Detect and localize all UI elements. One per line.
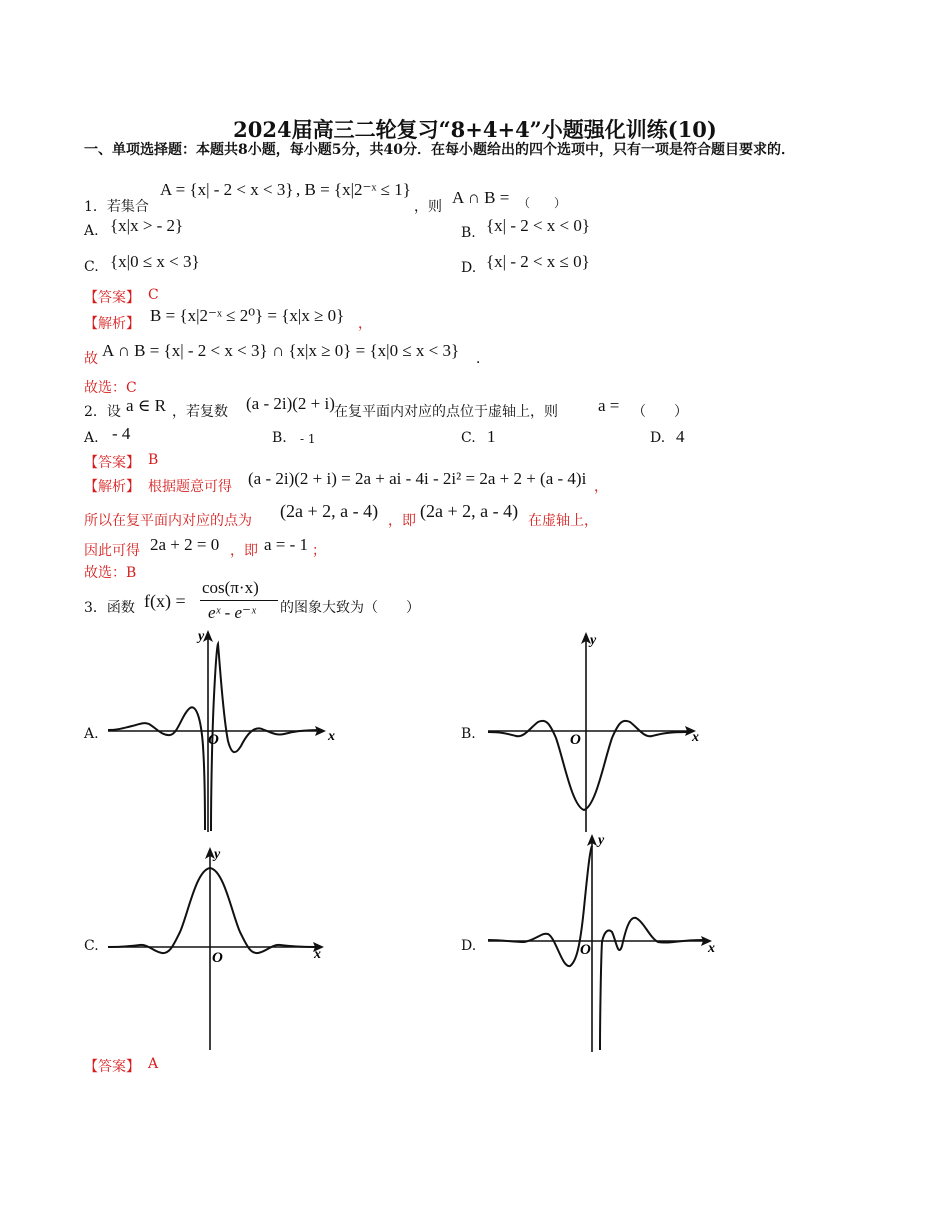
y-axis-label: y xyxy=(214,847,221,862)
q2-analysis-1-math: (a - 2i)(2 + i) = 2a + ai - 4i - 2i² = 2a + 2 + (a - 4)i xyxy=(248,469,587,488)
q2-analysis-2a: 所以在复平面内对应的点为 xyxy=(84,513,252,529)
q2-analysis-tag: 【解析】 xyxy=(84,479,140,495)
q2-choose: 故选：B xyxy=(84,565,137,581)
curve-left xyxy=(108,707,205,830)
q2-answer-tag: 【答案】 xyxy=(84,455,140,471)
q1-analysis-2-prefix: 故 xyxy=(84,351,98,367)
q1-analysis-2-end: ． xyxy=(476,351,490,367)
q1-analysis-tag: 【解析】 xyxy=(84,316,140,332)
graph-d-label: D. xyxy=(461,938,477,954)
page-title: 2024届高三二轮复习“8+4+4”小题强化训练(10) xyxy=(233,117,717,142)
curve xyxy=(488,721,688,810)
q3-answer: A xyxy=(148,1056,159,1072)
q1-answer-tag: 【答案】 xyxy=(84,290,140,306)
curve-right xyxy=(600,918,704,1050)
q1-prefix: 1．若集合 xyxy=(84,199,149,215)
q3-suffix: 的图象大致为（ ） xyxy=(280,600,420,616)
graph-b xyxy=(484,626,714,836)
q2-opt-c: 1 xyxy=(487,427,496,446)
q2-analysis-2-math-1: (2a + 2, a - 4) xyxy=(280,501,379,521)
y-axis-label: y xyxy=(198,629,205,644)
fraction-bar xyxy=(200,600,278,601)
q2-prefix: 2．设 xyxy=(84,404,121,420)
q2-analysis-2-math-2: (2a + 2, a - 4) xyxy=(420,501,519,521)
graph-c xyxy=(104,842,334,1052)
q1-opt-b-label: B. xyxy=(461,225,476,241)
q2-analysis-3-math-2: a = - 1 xyxy=(264,535,309,554)
graph-a xyxy=(104,626,334,836)
q2-cond: a ∈ R xyxy=(126,396,166,415)
x-axis-label: x xyxy=(708,941,715,956)
q1-analysis-2: A ∩ B = {x| - 2 < x < 3} ∩ {x|x ≥ 0} = {x|0 ≤ x < 3} xyxy=(102,341,460,360)
q2-answer: B xyxy=(148,452,159,468)
q2-ask: a = xyxy=(598,396,620,415)
q2-analysis-3a: 因此可得 xyxy=(84,543,140,559)
x-axis-label: x xyxy=(314,947,321,962)
q2-paren: （ ） xyxy=(632,404,688,420)
q1-opt-b: {x| - 2 < x < 0} xyxy=(486,216,591,235)
q2-analysis-1-end: ， xyxy=(594,479,608,495)
y-axis-label: y xyxy=(598,833,605,848)
q1-analysis-1: B = {x|2⁻ˣ ≤ 2⁰} = {x|x ≥ 0} xyxy=(150,306,345,325)
q1-analysis-1-end: ， xyxy=(358,316,372,332)
q1-opt-c-label: C. xyxy=(84,259,99,275)
curve-right xyxy=(211,644,322,831)
q3-denominator: eˣ - e⁻ˣ xyxy=(208,603,256,622)
q1-paren: （ ） xyxy=(518,196,567,210)
graph-a-label: A. xyxy=(84,726,99,742)
origin-label: O xyxy=(580,942,591,958)
curve xyxy=(108,868,316,953)
q1-opt-d: {x| - 2 < x ≤ 0} xyxy=(486,252,590,271)
q1-opt-c: {x|0 ≤ x < 3} xyxy=(110,252,200,271)
q2-opt-b-label: B. xyxy=(272,430,287,446)
q2-opt-a-label: A. xyxy=(84,430,99,446)
q2-opt-a: - 4 xyxy=(112,424,131,443)
q2-analysis-2c: 在虚轴上， xyxy=(528,513,598,529)
section-heading: 一、单项选择题：本题共8小题，每小题5分，共40分．在每小题给出的四个选项中，只有一项是符合题目要求的． xyxy=(84,142,795,158)
y-axis-label: y xyxy=(590,633,597,648)
q1-answer: C xyxy=(148,287,159,303)
q2-suffix: 在复平面内对应的点位于虚轴上，则 xyxy=(334,404,558,420)
q1-set-b: , B = {x|2⁻ˣ ≤ 1} xyxy=(296,180,411,199)
q2-opt-d: 4 xyxy=(676,427,685,446)
graph-c-label: C. xyxy=(84,938,99,954)
origin-label: O xyxy=(208,732,219,748)
q3-numerator: cos(π·x) xyxy=(202,578,259,597)
q3-answer-tag: 【答案】 xyxy=(84,1059,140,1075)
origin-label: O xyxy=(570,732,581,748)
x-axis-label: x xyxy=(328,729,335,744)
graph-b-label: B. xyxy=(461,726,476,742)
q2-analysis-3-math-1: 2a + 2 = 0 xyxy=(150,535,220,554)
q2-opt-d-label: D. xyxy=(650,430,666,446)
q1-then: ，则 xyxy=(414,199,442,215)
q1-choose: 故选：C xyxy=(84,380,137,396)
q2-opt-b: - 1 xyxy=(300,432,316,446)
curve-left xyxy=(488,846,592,966)
x-axis-label: x xyxy=(692,730,699,745)
q2-mid: ，若复数 xyxy=(172,404,228,420)
graph-d xyxy=(484,828,720,1056)
q2-analysis-3-end: ； xyxy=(312,543,326,559)
q3-prefix: 3．函数 xyxy=(84,600,135,616)
q2-analysis-2b: ，即 xyxy=(388,513,416,529)
q1-opt-d-label: D. xyxy=(461,260,477,276)
q3-func: f(x) = xyxy=(144,591,186,611)
q2-opt-c-label: C. xyxy=(461,430,476,446)
q1-opt-a: {x|x > - 2} xyxy=(110,216,184,235)
origin-label: O xyxy=(212,950,223,966)
q2-analysis-1-text: 根据题意可得 xyxy=(148,479,232,495)
q1-opt-a-label: A. xyxy=(84,223,99,239)
q2-expr: (a - 2i)(2 + i) xyxy=(246,394,335,413)
q1-expr: A ∩ B = xyxy=(452,188,510,207)
q2-analysis-3b: ，即 xyxy=(230,543,258,559)
q1-set-a: A = {x| - 2 < x < 3} xyxy=(160,180,294,199)
